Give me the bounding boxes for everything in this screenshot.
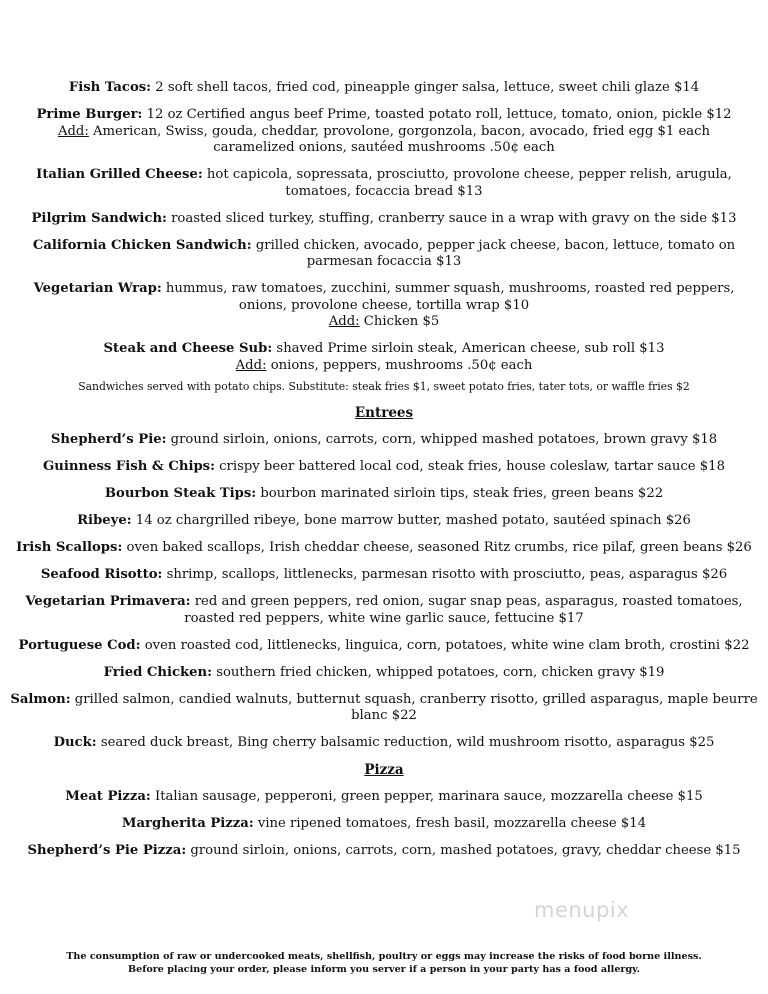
- menu-item-shepherds-pie-pizza: [0, 843, 768, 860]
- item-name: Fish Tacos:: [68, 80, 152, 95]
- menu-item-california-chicken-sandwich: [0, 238, 768, 271]
- item-description: oven roasted cod, littlenecks, linguica, corn, potatoes, white wine clam broth, crostini $22: [140, 637, 750, 653]
- addon-text: onions, peppers, mushrooms .50¢ each: [266, 357, 533, 373]
- addon-text: Chicken $5: [359, 314, 440, 329]
- item-name: Meat Pizza:: [65, 789, 151, 804]
- item-description: shaved Prime sirloin steak, American cheese, sub roll $13: [272, 341, 665, 356]
- disclaimer-line-2: Before placing your order, please inform you server if a person in your party has a food allergy.: [127, 964, 640, 975]
- item-description: southern fried chicken, whipped potatoes, corn, chicken gravy $19: [212, 664, 665, 680]
- item-description: hummus, raw tomatoes, zucchini, summer squash, mushrooms, roasted red peppers, onions, provolone cheese, tortilla wrap $10: [161, 281, 735, 313]
- menu-item-italian-grilled-cheese: [0, 167, 768, 200]
- menu-page: [0, 80, 768, 870]
- item-description: grilled chicken, avocado, pepper jack cheese, bacon, lettuce, tomato on parmesan focaccia $13: [251, 237, 736, 269]
- item-name: Irish Scallops:: [16, 540, 123, 555]
- item-addons: [58, 124, 710, 139]
- item-name: Italian Grilled Cheese:: [36, 167, 203, 182]
- item-name: Steak and Cheese Sub:: [103, 341, 273, 356]
- item-name: Salmon:: [10, 691, 71, 707]
- item-description: crispy beer battered local cod, steak fries, house coleslaw, tartar sauce $18: [214, 459, 725, 474]
- menu-item-vegetarian-primavera: [0, 594, 768, 627]
- disclaimer-line-1: The consumption of raw or undercooked meats, shellfish, poultry or eggs may increase the risks of food borne illness.: [66, 951, 702, 962]
- item-description: red and green peppers, red onion, sugar snap peas, asparagus, roasted tomatoes, roasted red peppers, white wine garlic sauce, fettucine $17: [184, 594, 743, 626]
- item-name: Ribeye:: [77, 513, 132, 528]
- item-description: vine ripened tomatoes, fresh basil, mozzarella cheese $14: [253, 816, 647, 831]
- item-name: Shepherd’s Pie:: [50, 432, 167, 447]
- menu-item-shepherds-pie: [0, 432, 768, 449]
- item-addons: [236, 358, 533, 373]
- item-description: 2 soft shell tacos, fried cod, pineapple ginger salsa, lettuce, sweet chili glaze $14: [151, 80, 700, 95]
- item-description: 12 oz Certified angus beef Prime, toasted potato roll, lettuce, tomato, onion, pickle $12: [142, 107, 732, 122]
- menu-item-steak-and-cheese-sub: [0, 341, 768, 374]
- item-description: bourbon marinated sirloin tips, steak fries, green beans $22: [256, 486, 664, 501]
- item-name: Duck:: [53, 735, 97, 750]
- menu-item-bourbon-steak-tips: [0, 486, 768, 503]
- section-heading-entrees: Entrees: [354, 405, 414, 421]
- menu-item-duck: [0, 735, 768, 752]
- item-description: ground sirloin, onions, carrots, corn, mashed potatoes, gravy, cheddar cheese $15: [186, 843, 741, 858]
- item-name: Vegetarian Primavera:: [25, 594, 191, 609]
- item-description: Italian sausage, pepperoni, green pepper, marinara sauce, mozzarella cheese $15: [150, 789, 703, 804]
- menu-item-seafood-risotto: [0, 567, 768, 584]
- item-name: Seafood Risotto:: [40, 567, 163, 582]
- item-name: Bourbon Steak Tips:: [104, 486, 257, 501]
- menu-item-guinness-fish-chips: [0, 459, 768, 476]
- item-description: ground sirloin, onions, carrots, corn, whipped mashed potatoes, brown gravy $18: [166, 432, 718, 447]
- add-label: Add:: [235, 357, 267, 373]
- menu-item-portuguese-cod: [0, 638, 768, 655]
- menu-item-salmon: [0, 692, 768, 725]
- menu-item-meat-pizza: [0, 789, 768, 806]
- item-description: oven baked scallops, Irish cheddar cheese, seasoned Ritz crumbs, rice pilaf, green beans $26: [122, 540, 752, 555]
- item-name: Guinness Fish & Chips:: [43, 459, 215, 474]
- item-description: shrimp, scallops, littlenecks, parmesan risotto with prosciutto, peas, asparagus $26: [162, 567, 728, 582]
- menu-item-pilgrim-sandwich: [0, 211, 768, 228]
- food-safety-disclaimer: [0, 950, 768, 976]
- menu-item-ribeye: [0, 513, 768, 530]
- sandwich-note: Sandwiches served with potato chips. Substitute: steak fries $1, sweet potato fries, tater tots, or waffle fries $2: [78, 380, 690, 393]
- item-description: seared duck breast, Bing cherry balsamic reduction, wild mushroom risotto, asparagus $25: [96, 735, 715, 750]
- addon-text-2: caramelized onions, sautéed mushrooms .50¢ each: [213, 140, 555, 155]
- item-name: Vegetarian Wrap:: [33, 281, 162, 296]
- item-name: Prime Burger:: [36, 107, 143, 122]
- item-name: California Chicken Sandwich:: [32, 237, 252, 253]
- add-label: Add:: [328, 314, 360, 329]
- item-description: 14 oz chargrilled ribeye, bone marrow butter, mashed potato, sautéed spinach $26: [131, 513, 691, 528]
- menu-item-prime-burger: [0, 107, 768, 157]
- item-addons: [329, 314, 440, 329]
- menu-item-vegetarian-wrap: [0, 281, 768, 331]
- item-name: Pilgrim Sandwich:: [31, 210, 167, 226]
- menu-item-fried-chicken: [0, 665, 768, 682]
- addon-text: American, Swiss, gouda, cheddar, provolone, gorgonzola, bacon, avocado, fried egg $1 each: [88, 123, 711, 139]
- section-heading-pizza: Pizza: [364, 762, 404, 778]
- item-description: roasted sliced turkey, stuffing, cranberry sauce in a wrap with gravy on the side $13: [166, 210, 737, 226]
- item-name: Margherita Pizza:: [121, 816, 254, 831]
- item-name: Portuguese Cod:: [18, 637, 141, 653]
- menu-item-fish-tacos: [0, 80, 768, 97]
- item-name: Shepherd’s Pie Pizza:: [27, 843, 187, 858]
- add-label: Add:: [57, 123, 89, 139]
- menupix-watermark: menupix: [534, 898, 630, 922]
- item-name: Fried Chicken:: [103, 664, 213, 680]
- item-description: hot capicola, sopressata, prosciutto, provolone cheese, pepper relish, arugula, tomatoes, focaccia bread $13: [202, 167, 732, 199]
- menu-item-irish-scallops: [0, 540, 768, 557]
- item-description: grilled salmon, candied walnuts, butternut squash, cranberry risotto, grilled asparagus, maple beurre blanc $22: [70, 691, 758, 723]
- menu-item-margherita-pizza: [0, 816, 768, 833]
